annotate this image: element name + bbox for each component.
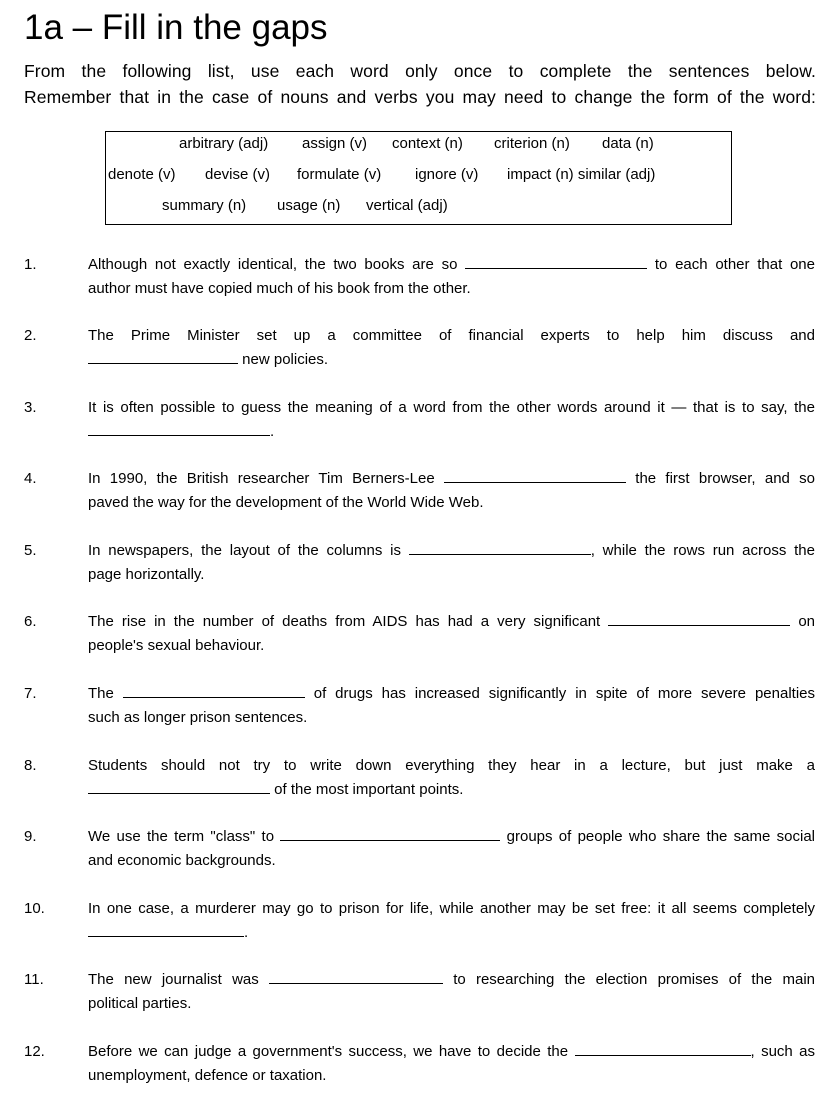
question-text: on xyxy=(798,613,816,630)
question-text: , while the rows run across the xyxy=(590,542,815,559)
question-text: In 1990, the British researcher Tim Berners-Lee xyxy=(88,470,435,487)
word-item: arbitrary (adj) xyxy=(179,135,269,152)
question-text: . xyxy=(244,924,249,941)
answer-blank[interactable] xyxy=(88,420,270,436)
question-text: paved the way for the development of the World Wide Web. xyxy=(88,494,484,511)
question-text: The Prime Minister set up a committee of financial experts to help him discuss and xyxy=(88,327,815,344)
question-text: to researching the election promises of the main xyxy=(453,971,815,988)
instructions xyxy=(24,58,816,110)
question-number: 6. xyxy=(24,613,37,630)
question-number: 10. xyxy=(24,900,45,917)
question-text: . xyxy=(270,423,275,440)
question-number: 4. xyxy=(24,470,37,487)
question-text: The rise in the number of deaths from AIDS has had a very significant xyxy=(88,613,601,630)
question-text: page horizontally. xyxy=(88,566,205,583)
question-number: 9. xyxy=(24,828,37,845)
answer-blank[interactable] xyxy=(575,1040,751,1056)
answer-blank[interactable] xyxy=(123,682,305,698)
answer-blank[interactable] xyxy=(88,778,270,794)
answer-blank[interactable] xyxy=(444,467,626,483)
word-item: data (n) xyxy=(602,135,654,152)
question-text: of drugs has increased significantly in spite of more severe penalties xyxy=(313,685,815,702)
page-title: 1a – Fill in the gaps xyxy=(24,8,328,47)
question-number: 8. xyxy=(24,757,37,774)
word-item: context (n) xyxy=(392,135,463,152)
question-text: The new journalist was xyxy=(88,971,259,988)
question-text: In one case, a murderer may go to prison for life, while another may be set free: it all seems completely xyxy=(88,900,815,917)
question-text: , such as xyxy=(750,1043,816,1060)
instructions-line-1: From the following list, use each word only once to complete the sentences below. xyxy=(24,61,816,81)
question-text: new policies. xyxy=(242,351,329,368)
question-text: groups of people who share the same social xyxy=(506,828,816,845)
question-text: The xyxy=(88,685,114,702)
question-text: Before we can judge a government's success, we have to decide the xyxy=(88,1043,569,1060)
answer-blank[interactable] xyxy=(269,968,443,984)
question-number: 3. xyxy=(24,399,37,416)
answer-blank[interactable] xyxy=(88,921,244,937)
word-item: criterion (n) xyxy=(494,135,570,152)
word-item: devise (v) xyxy=(205,166,271,183)
question-text: of the most important points. xyxy=(274,781,464,798)
question-text: and economic backgrounds. xyxy=(88,852,276,869)
question-number: 11. xyxy=(24,971,44,988)
question-text: In newspapers, the layout of the columns is xyxy=(88,542,401,559)
answer-blank[interactable] xyxy=(409,539,591,555)
question-text: such as longer prison sentences. xyxy=(88,709,308,726)
instructions-line-2: Remember that in the case of nouns and verbs you may need to change the form of the word: xyxy=(24,87,816,107)
answer-blank[interactable] xyxy=(280,825,500,841)
question-text: the first browser, and so xyxy=(635,470,816,487)
word-item: formulate (v) xyxy=(297,166,382,183)
question-number: 5. xyxy=(24,542,37,559)
word-item: denote (v) xyxy=(108,166,176,183)
answer-blank[interactable] xyxy=(465,253,647,269)
word-item: impact (n) similar (adj) xyxy=(507,166,656,183)
word-item: summary (n) xyxy=(162,197,247,214)
question-text: political parties. xyxy=(88,995,192,1012)
question-number: 1. xyxy=(24,256,37,273)
answer-blank[interactable] xyxy=(608,610,790,626)
question-number: 7. xyxy=(24,685,37,702)
word-item: usage (n) xyxy=(277,197,341,214)
word-item: vertical (adj) xyxy=(366,197,448,214)
question-text: Students should not try to write down everything they hear in a lecture, but just make a xyxy=(88,757,815,774)
question-text: to each other that one xyxy=(654,256,815,273)
question-number: 12. xyxy=(24,1043,45,1060)
question-text: We use the term "class" to xyxy=(88,828,275,845)
word-item: ignore (v) xyxy=(415,166,479,183)
question-number: 2. xyxy=(24,327,37,344)
question-text: unemployment, defence or taxation. xyxy=(88,1067,327,1084)
word-item: assign (v) xyxy=(302,135,368,152)
answer-blank[interactable] xyxy=(88,348,238,364)
question-text: people's sexual behaviour. xyxy=(88,637,265,654)
question-text: author must have copied much of his book from the other. xyxy=(88,280,471,297)
question-text: Although not exactly identical, the two books are so xyxy=(88,256,458,273)
word-list-box xyxy=(105,131,732,225)
question-text: It is often possible to guess the meaning of a word from the other words around it — that is to say, the xyxy=(88,399,815,416)
